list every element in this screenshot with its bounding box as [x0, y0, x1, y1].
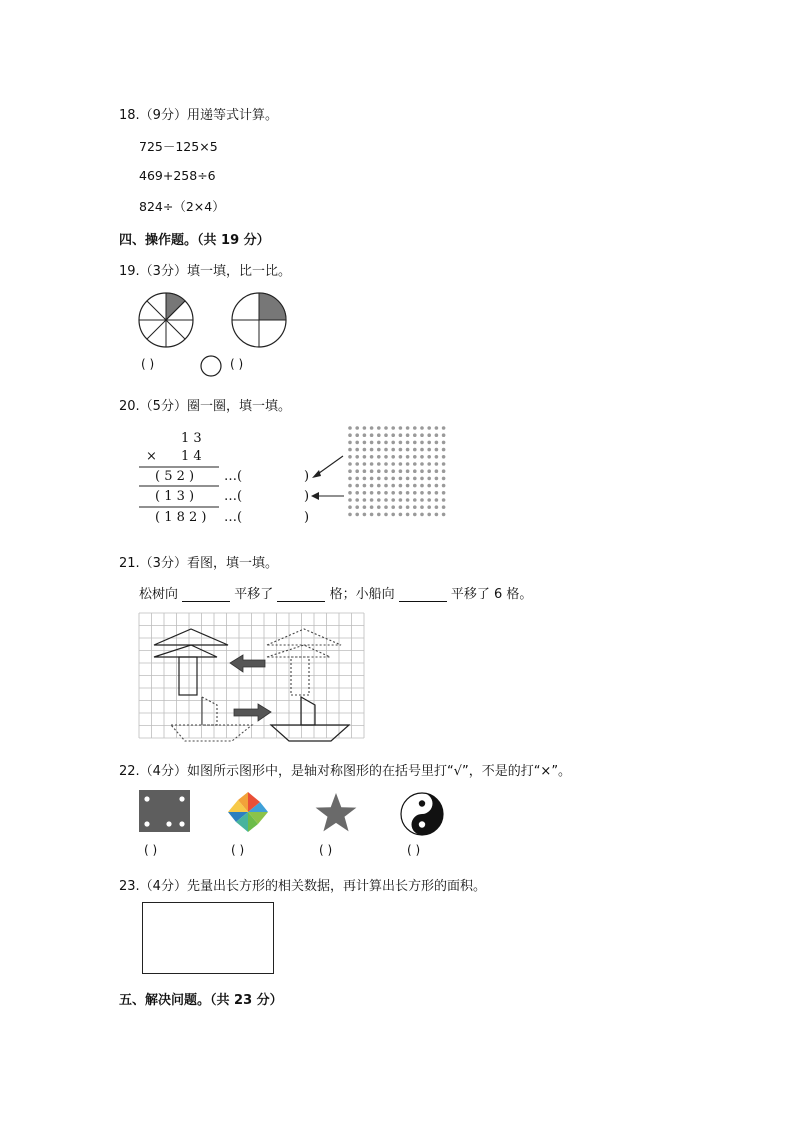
grid-dot — [391, 484, 395, 488]
q20-arrows — [310, 454, 348, 506]
grid-dot — [406, 477, 410, 481]
left-arrow-icon — [230, 655, 265, 672]
q20-rule-3 — [139, 506, 221, 508]
grid-dot — [413, 455, 417, 459]
grid-dot — [442, 491, 446, 495]
grid-dot — [399, 462, 403, 466]
grid-dot — [406, 455, 410, 459]
grid-dot — [377, 484, 381, 488]
grid-dot — [363, 505, 367, 509]
grid-dot — [391, 513, 395, 517]
grid-dot — [427, 477, 431, 481]
grid-dot — [420, 491, 424, 495]
grid-dot — [435, 441, 439, 445]
grid-dot — [391, 477, 395, 481]
q20-rule-1 — [139, 466, 221, 468]
dotted-square-icon — [139, 790, 191, 834]
q19-paren-left[interactable]: ( ) — [141, 357, 155, 371]
compare-circle[interactable] — [200, 355, 224, 379]
grid-dot — [435, 448, 439, 452]
grid-dot — [427, 426, 431, 430]
grid-dot — [435, 462, 439, 466]
grid-dot — [420, 455, 424, 459]
grid-dot — [406, 498, 410, 502]
grid-dot — [427, 462, 431, 466]
grid-dot — [363, 426, 367, 430]
grid-dot — [348, 491, 352, 495]
q22-paren-2[interactable]: ( ) — [231, 843, 245, 857]
grid-dot — [406, 441, 410, 445]
grid-dot — [399, 448, 403, 452]
grid-dot — [363, 462, 367, 466]
q20-factor-2: 1 4 — [181, 449, 202, 464]
grid-dot — [413, 491, 417, 495]
grid-dot — [377, 505, 381, 509]
grid-dot — [399, 513, 403, 517]
grid-dot — [399, 469, 403, 473]
grid-dot — [406, 448, 410, 452]
q20-ellipsis-3: …( — [224, 510, 243, 525]
grid-dot — [442, 469, 446, 473]
grid-dot — [413, 505, 417, 509]
grid-dot — [384, 441, 388, 445]
grid-dot — [370, 484, 374, 488]
grid-dot — [413, 498, 417, 502]
grid-dot — [435, 477, 439, 481]
grid-dot — [355, 484, 359, 488]
grid-dot — [406, 426, 410, 430]
grid-dot — [363, 513, 367, 517]
grid-dot — [435, 498, 439, 502]
grid-dot — [406, 513, 410, 517]
grid-dot — [442, 477, 446, 481]
grid-dot — [377, 498, 381, 502]
grid-dot — [427, 441, 431, 445]
fraction-circle-quarters — [231, 292, 291, 348]
grid-dot — [370, 505, 374, 509]
grid-dot — [384, 426, 388, 430]
grid-dot — [348, 469, 352, 473]
q21-blank-direction-1[interactable] — [182, 587, 230, 602]
grid-dot — [427, 455, 431, 459]
grid-dot — [427, 448, 431, 452]
q20-partial-2: ( 1 3 ) — [155, 489, 195, 504]
grid-dot — [348, 426, 352, 430]
q18-expr-3: 824÷（2×4） — [139, 199, 225, 214]
grid-dot — [435, 484, 439, 488]
grid-dot — [384, 484, 388, 488]
grid-dot — [399, 491, 403, 495]
grid-dot — [442, 448, 446, 452]
q20-ellipsis-1: …( — [224, 469, 243, 484]
grid-dot — [399, 426, 403, 430]
star-icon — [314, 792, 360, 836]
q18-expr-2: 469+258÷6 — [139, 168, 216, 183]
grid-dot — [399, 498, 403, 502]
grid-dot — [348, 484, 352, 488]
q23-rectangle — [142, 902, 274, 974]
grid-dot — [399, 505, 403, 509]
grid-dot — [355, 505, 359, 509]
dot-array-grid — [347, 425, 449, 521]
translation-grid — [139, 613, 365, 743]
grid-dot — [355, 498, 359, 502]
q21-fill-sentence — [139, 583, 532, 602]
grid-dot — [377, 469, 381, 473]
grid-dot — [427, 433, 431, 437]
grid-dot — [391, 455, 395, 459]
grid-dot — [348, 462, 352, 466]
grid-dot — [406, 433, 410, 437]
grid-dot — [355, 513, 359, 517]
grid-dot — [442, 426, 446, 430]
section-5-heading: 五、解决问题。（共 23 分） — [119, 993, 283, 1008]
grid-dot — [363, 469, 367, 473]
grid-dot — [355, 469, 359, 473]
grid-dot — [420, 498, 424, 502]
grid-dot — [399, 455, 403, 459]
grid-dot — [435, 433, 439, 437]
grid-dot — [435, 469, 439, 473]
grid-dot — [427, 469, 431, 473]
grid-dot — [442, 433, 446, 437]
q18-expr-1: 725－125×5 — [139, 139, 218, 154]
grid-dot — [377, 433, 381, 437]
grid-dot — [442, 505, 446, 509]
grid-dot — [442, 498, 446, 502]
grid-dot — [413, 513, 417, 517]
grid-dot — [377, 477, 381, 481]
grid-dot — [391, 426, 395, 430]
grid-dot — [406, 462, 410, 466]
grid-dot — [384, 505, 388, 509]
grid-dot — [399, 441, 403, 445]
grid-dot — [370, 433, 374, 437]
q21-title: 21.（3分）看图，填一填。 — [119, 556, 278, 571]
pine-tree-solid — [154, 629, 228, 695]
grid-dot — [391, 448, 395, 452]
grid-dot — [370, 469, 374, 473]
grid-dot — [413, 433, 417, 437]
grid-dot — [348, 477, 352, 481]
q22-title: 22.（4分）如图所示图形中，是轴对称图形的在括号里打“√”，不是的打“×”。 — [119, 764, 572, 779]
grid-dot — [370, 448, 374, 452]
grid-dot — [355, 441, 359, 445]
q20-partial-1: ( 5 2 ) — [155, 469, 195, 484]
grid-dot — [406, 505, 410, 509]
grid-dot — [363, 455, 367, 459]
grid-dot — [355, 491, 359, 495]
pinwheel-icon — [226, 790, 272, 836]
grid-dot — [391, 441, 395, 445]
grid-dot — [348, 455, 352, 459]
grid-dot — [384, 491, 388, 495]
sailboat-solid — [271, 697, 349, 741]
grid-dot — [420, 469, 424, 473]
grid-dot — [384, 433, 388, 437]
grid-dot — [384, 462, 388, 466]
grid-dot — [363, 433, 367, 437]
grid-dot — [420, 484, 424, 488]
grid-dot — [363, 441, 367, 445]
grid-dot — [427, 505, 431, 509]
grid-dot — [348, 441, 352, 445]
grid-dot — [420, 513, 424, 517]
grid-dot — [363, 491, 367, 495]
q19-paren-right[interactable]: ( ) — [230, 357, 244, 371]
q22-paren-1[interactable]: ( ) — [144, 843, 158, 857]
right-arrow-icon — [234, 704, 271, 721]
grid-dot — [384, 498, 388, 502]
grid-dot — [363, 448, 367, 452]
q20-title: 20.（5分）圈一圈，填一填。 — [119, 399, 291, 414]
q21-text-1: 松树向 — [139, 587, 179, 602]
q20-ellipsis-2: …( — [224, 489, 243, 504]
grid-dot — [413, 441, 417, 445]
q20-close-1: ) — [304, 469, 310, 484]
grid-dot — [420, 477, 424, 481]
q21-text-4: 平移了 6 格。 — [450, 587, 533, 602]
grid-dot — [399, 477, 403, 481]
q21-blank-direction-2[interactable] — [399, 587, 447, 602]
grid-dot — [435, 491, 439, 495]
grid-dot — [413, 477, 417, 481]
grid-dot — [420, 441, 424, 445]
q20-factor-1: 1 3 — [181, 431, 202, 446]
grid-dot — [363, 484, 367, 488]
grid-dot — [355, 448, 359, 452]
grid-dot — [391, 498, 395, 502]
grid-dot — [370, 441, 374, 445]
grid-dot — [420, 433, 424, 437]
grid-dot — [420, 462, 424, 466]
grid-dot — [442, 462, 446, 466]
grid-dot — [413, 469, 417, 473]
grid-dot — [384, 513, 388, 517]
grid-dot — [435, 426, 439, 430]
grid-dot — [384, 477, 388, 481]
q21-text-3: 格；小船向 — [329, 587, 395, 602]
grid-dot — [435, 513, 439, 517]
q20-close-3: ) — [304, 510, 310, 525]
q20-product: ( 1 8 2 ) — [155, 510, 207, 525]
grid-dot — [377, 513, 381, 517]
grid-dot — [391, 505, 395, 509]
fraction-circle-eighths — [138, 292, 198, 348]
grid-dot — [355, 426, 359, 430]
grid-dot — [391, 462, 395, 466]
grid-dot — [413, 484, 417, 488]
grid-dot — [377, 455, 381, 459]
q20-close-2: ) — [304, 489, 310, 504]
section-4-heading: 四、操作题。（共 19 分） — [119, 233, 270, 248]
grid-lines — [139, 613, 364, 738]
q19-title: 19.（3分）填一填，比一比。 — [119, 264, 291, 279]
grid-dot — [391, 433, 395, 437]
grid-dot — [370, 498, 374, 502]
grid-dot — [377, 462, 381, 466]
grid-dot — [355, 462, 359, 466]
grid-dot — [399, 433, 403, 437]
grid-dot — [442, 513, 446, 517]
q22-paren-4[interactable]: ( ) — [407, 843, 421, 857]
grid-dot — [348, 448, 352, 452]
grid-dot — [399, 484, 403, 488]
q23-title: 23.（4分）先量出长方形的相关数据，再计算出长方形的面积。 — [119, 879, 486, 894]
grid-dot — [413, 448, 417, 452]
grid-dot — [391, 469, 395, 473]
q18-title: 18.（9分）用递等式计算。 — [119, 108, 278, 123]
grid-dot — [363, 498, 367, 502]
grid-dot — [420, 505, 424, 509]
q21-text-2: 平移了 — [234, 587, 274, 602]
grid-dot — [406, 484, 410, 488]
grid-dot — [363, 477, 367, 481]
pine-tree-dashed — [267, 629, 341, 695]
grid-dot — [442, 455, 446, 459]
grid-dot — [442, 484, 446, 488]
grid-dot — [427, 513, 431, 517]
grid-dot — [370, 491, 374, 495]
grid-dot — [377, 441, 381, 445]
grid-dot — [355, 433, 359, 437]
grid-dot — [420, 448, 424, 452]
grid-dot — [384, 455, 388, 459]
grid-dot — [377, 491, 381, 495]
grid-dot — [384, 448, 388, 452]
q22-paren-3[interactable]: ( ) — [319, 843, 333, 857]
grid-dot — [370, 477, 374, 481]
grid-dot — [406, 491, 410, 495]
grid-dot — [427, 484, 431, 488]
grid-dot — [427, 491, 431, 495]
grid-dot — [348, 498, 352, 502]
sailboat-dashed — [171, 697, 252, 741]
grid-dot — [355, 455, 359, 459]
grid-dot — [406, 469, 410, 473]
grid-dot — [348, 505, 352, 509]
grid-dot — [427, 498, 431, 502]
grid-dot — [370, 455, 374, 459]
grid-dot — [391, 491, 395, 495]
grid-dot — [370, 513, 374, 517]
grid-dot — [355, 477, 359, 481]
grid-dot — [370, 426, 374, 430]
grid-dot — [435, 505, 439, 509]
yin-yang-icon — [400, 792, 446, 836]
grid-dot — [348, 513, 352, 517]
grid-dot — [435, 455, 439, 459]
grid-dot — [420, 426, 424, 430]
q20-rule-2 — [139, 485, 221, 487]
grid-dot — [370, 462, 374, 466]
grid-dot — [413, 426, 417, 430]
grid-dot — [377, 426, 381, 430]
grid-dot — [413, 462, 417, 466]
q21-blank-steps[interactable] — [277, 587, 325, 602]
grid-dot — [442, 441, 446, 445]
grid-dot — [377, 448, 381, 452]
grid-dot — [348, 433, 352, 437]
grid-dot — [384, 469, 388, 473]
q20-times-sign: × — [146, 449, 157, 464]
